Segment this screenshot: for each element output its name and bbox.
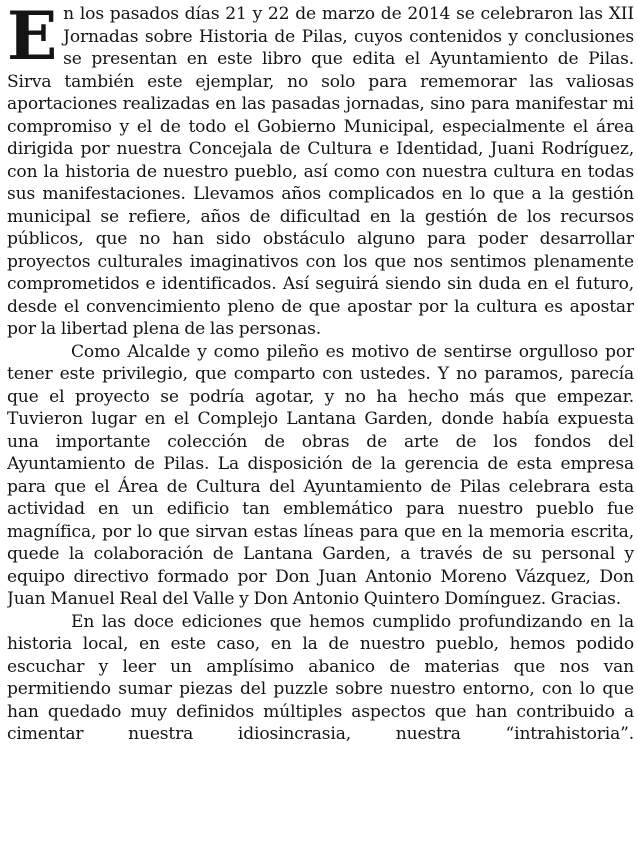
paragraph-intro-text: n los pasados días 21 y 22 de marzo de 2014 se celebraron las XII Jornadas sobre Historia de Pilas, cuyos contenidos y conclusiones se presentan en este libro que edita el Ayuntamiento de Pilas. Sirva también este ejemplar, no solo para rememorar las valiosas aportaciones realizadas en las pasadas jornadas, sino para manifestar mi compromiso y el de todo el Gobierno Municipal, especialmente el área dirigida por nuestra Concejala de Cultura e Identidad, Juani Rodríguez, con la historia de nuestro pueblo, así como con nuestra cultura en todas sus manifestaciones. Llevamos años complicados en lo que a la gestión municipal se refiere, años de dificultad en la gestión de los recursos públicos, que no han sido obstáculo alguno para poder desarrollar proyectos culturales imaginativos con los que nos sentimos plenamente comprometidos e identificados. Así seguirá siendo sin duda en el futuro, desde el convencimiento pleno de que apostar por la cultura es apostar por la libertad plena de las personas. xyxy=(7,4,634,339)
drop-cap: E xyxy=(7,0,58,75)
paragraph-intro xyxy=(7,0,634,341)
document-page xyxy=(7,0,634,852)
paragraph-alcalde: Como Alcalde y como pileño es motivo de sentirse orgulloso por tener este privilegio, que comparto con ustedes. Y no paramos, parecía que el proyecto se podría agotar, y no ha hecho más que empezar. Tuvieron lugar en el Complejo Lantana Garden, donde había expuesta una importante colección de obras de arte de los fondos del Ayuntamiento de Pilas. La disposición de la gerencia de esta empresa para que el Área de Cultura del Ayuntamiento de Pilas celebrara esta actividad en un edificio tan emblemático para nuestro pueblo fue magnífica, por lo que sirvan estas líneas para que en la memoria escrita, quede la colaboración de Lantana Garden, a través de su personal y equipo directivo formado por Don Juan Antonio Moreno Vázquez, Don Juan Manuel Real del Valle y Don Antonio Quintero Domínguez. Gracias. xyxy=(7,341,634,609)
paragraph-ediciones: En las doce ediciones que hemos cumplido profundizando en la historia local, en este caso, en la de nuestro pueblo, hemos podido escuchar y leer un amplísimo abanico de materias que nos van permitiendo sumar piezas del puzzle sobre nuestro entorno, con lo que han quedado muy definidos múltiples aspectos que han contribuido a cimentar nuestra idiosincrasia, nuestra “intrahistoria”. xyxy=(7,611,634,744)
